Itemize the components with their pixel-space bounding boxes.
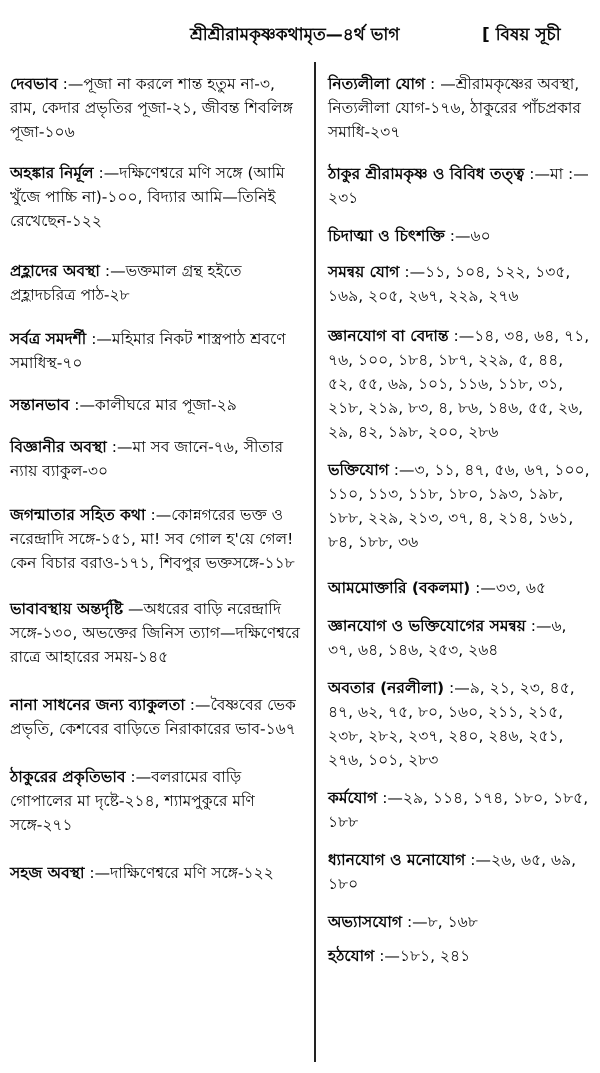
entry-refs: —অধরের বাড়ি নরেন্দ্রাদি সঙ্গে-১৩০, অভক্তের জিনিস ত্যাগ—দক্ষিণেশ্বরে রাত্রে আহারের সময়-১৪৫ bbox=[10, 600, 300, 666]
entry-refs: :—পূজা না করলে শান্ত হতুম না-৩, রাম, কেদার প্রভৃতির পূজা-২১, জীবন্ত শিবলিঙ্গ পূজা-১০৬ bbox=[10, 75, 293, 141]
entry-heading: ঠাকুর শ্রীরামকৃষ্ণ ও বিবিধ তত্ত্ব bbox=[328, 165, 525, 183]
index-entry bbox=[10, 765, 304, 837]
entry-refs: :—৬, ৩৭, ৬৪, ১৪৬, ২৫৩, ২৬৪ bbox=[328, 617, 567, 659]
section-label: [ বিষয় সূচী bbox=[482, 25, 561, 45]
column-divider bbox=[314, 62, 316, 1062]
index-entry bbox=[10, 503, 304, 575]
index-entry bbox=[328, 910, 590, 934]
entry-refs: :—কোন্নগরের ভক্ত ও নরেন্দ্রাদি সঙ্গে-১৫১, মা! সব গোল হ'য়ে গেল! কেন বিচার বরাও-১৭১, শিবপুর ভক্তসঙ্গে-১১৮ bbox=[10, 506, 295, 572]
entry-heading: ঠাকুরের প্রকৃতিভাব bbox=[10, 768, 126, 786]
entry-heading: ভক্তিযোগ bbox=[328, 461, 389, 479]
index-entry bbox=[328, 72, 590, 144]
entry-heading: কর্মযোগ bbox=[328, 789, 378, 807]
index-entry bbox=[10, 72, 304, 144]
index-entry bbox=[10, 435, 304, 483]
book-title: শ্রীশ্রীরামকৃষ্ণকথামৃত—৪র্থ ভাগ bbox=[190, 25, 400, 45]
entry-heading: সর্বত্র সমদর্শী bbox=[10, 330, 87, 348]
entry-refs: :—দক্ষিণেশ্বরে মণি সঙ্গে (আমি খুঁজে পাচ্চি না)-১০০, বিদ্যার আমি—তিনিই রেখেছেন-১২২ bbox=[10, 164, 285, 230]
index-entry bbox=[10, 161, 304, 233]
entry-refs: : —শ্রীরামকৃষ্ণের অবস্থা, নিত্যলীলা যোগ-১৭৬, ঠাকুরের পাঁচপ্রকার সমাধি-২৩৭ bbox=[328, 75, 581, 141]
entry-refs: :—৬০ bbox=[449, 227, 491, 245]
entry-heading: অবতার (নরলীলা) bbox=[328, 679, 445, 697]
index-entry bbox=[10, 693, 304, 741]
entry-heading: আমমোক্তারি (বকলমা) bbox=[328, 579, 471, 597]
entry-heading: জগন্মাতার সহিত কথা bbox=[10, 506, 146, 524]
entry-heading: দেবভাব bbox=[10, 75, 58, 93]
entry-refs: :—ভক্তমাল গ্রন্থ হইতে প্রহ্লাদচরিত্র পাঠ-২৮ bbox=[10, 262, 242, 304]
index-entry bbox=[328, 324, 590, 444]
index-entry bbox=[328, 162, 590, 210]
index-entry bbox=[328, 458, 590, 554]
index-entry bbox=[328, 676, 590, 772]
index-entry bbox=[10, 861, 304, 885]
entry-heading: জ্ঞানযোগ ও ভক্তিযোগের সমন্বয় bbox=[328, 617, 526, 635]
entry-refs: :—২৬, ৬৫, ৬৯, ১৮০ bbox=[328, 851, 577, 893]
index-entry bbox=[10, 327, 304, 375]
entry-heading: জ্ঞানযোগ বা বেদান্ত bbox=[328, 327, 449, 345]
index-entry bbox=[328, 848, 590, 896]
entry-refs: :—বলরামের বাড়ি গোপালের মা দৃষ্টে-২১৪, শ্যামপুকুরে মণি সঙ্গে-২৭১ bbox=[10, 768, 255, 834]
entry-heading: সমন্বয় যোগ bbox=[328, 263, 400, 281]
index-entry bbox=[10, 393, 304, 417]
index-entry bbox=[328, 224, 590, 248]
entry-refs: :—৮, ১৬৮ bbox=[406, 913, 478, 931]
entry-heading: অহঙ্কার নির্মূল bbox=[10, 164, 94, 182]
entry-heading: প্রহ্লাদের অবস্থা bbox=[10, 262, 100, 280]
entry-refs: :—৯, ২১, ২৩, ৪৫, ৪৭, ৬২, ৭৫, ৮০, ১৬০, ২১১, ২১৫, ২৩৮, ২৮২, ২৩৭, ২৪০, ২৪৬, ২৫১, ২৭৬, ১০১, ২৮৩ bbox=[328, 679, 575, 769]
entry-heading: ধ্যানযোগ ও মনোযোগ bbox=[328, 851, 466, 869]
entry-refs: :—কালীঘরে মার পূজা-২৯ bbox=[74, 396, 237, 414]
index-column-right bbox=[328, 72, 590, 968]
index-entry bbox=[10, 597, 304, 669]
entry-heading: সন্তানভাব bbox=[10, 396, 70, 414]
index-entry bbox=[328, 786, 590, 834]
index-entry bbox=[328, 260, 590, 308]
entry-refs: :—দাক্ষিণেশ্বরে মণি সঙ্গে-১২২ bbox=[89, 864, 274, 882]
entry-refs: :—১১, ১০৪, ১২২, ১৩৫, ১৬৯, ২০৫, ২৬৭, ২২৯, ২৭৬ bbox=[328, 263, 571, 305]
entry-refs: :—মহিমার নিকট শাস্ত্রপাঠ শ্রবণে সমাধিস্থ-৭০ bbox=[10, 330, 286, 372]
entry-refs: :—মা :—২৩১ bbox=[328, 165, 589, 207]
entry-heading: নিত্যলীলা যোগ bbox=[328, 75, 426, 93]
index-entry bbox=[328, 614, 590, 662]
entry-heading: হঠযোগ bbox=[328, 947, 375, 965]
page-header bbox=[0, 0, 600, 62]
entry-refs: :—১৮১, ২৪১ bbox=[379, 947, 471, 965]
entry-refs: :—৩, ১১, ৪৭, ৫৬, ৬৭, ১০০, ১১০, ১১৩, ১১৮, ১৮০, ১৯৩, ১৯৮, ১৮৮, ২২৯, ২১৩, ৩৭, ৪, ২১৪, ১৬১, ৮৪, ১৮৮, ৩৬ bbox=[328, 461, 590, 551]
entry-heading: বিজ্ঞানীর অবস্থা bbox=[10, 438, 107, 456]
entry-refs: :—৩৩, ৬৫ bbox=[475, 579, 547, 597]
index-entry bbox=[10, 259, 304, 307]
index-entry bbox=[328, 576, 590, 600]
entry-heading: চিদাত্মা ও চিৎশক্তি bbox=[328, 227, 445, 245]
index-column-left bbox=[10, 72, 304, 885]
entry-refs: :—মা সব জানে-৭৬, সীতার ন্যায় ব্যাকুল-৩০ bbox=[10, 438, 284, 480]
entry-heading: অভ্যাসযোগ bbox=[328, 913, 403, 931]
index-entry bbox=[328, 944, 590, 968]
entry-refs: :—বৈষ্ণবের ভেক প্রভৃতি, কেশবের বাড়িতে নিরাকারের ভাব-১৬৭ bbox=[10, 696, 296, 738]
entry-heading: ভাবাবস্থায় অন্তর্দৃষ্টি bbox=[10, 600, 124, 618]
entry-refs: :—১৪, ৩৪, ৬৪, ৭১, ৭৬, ১০০, ১৮৪, ১৮৭, ২২৯, ৫, ৪৪, ৫২, ৫৫, ৬৯, ১০১, ১১৬, ১১৮, ৩১, ২১৮, ২১৯, ৮৩, ৪, ৮৬, ১৪৬, ৫৫, ২৬, ২৯, ৪২, ১৯৮, ২০০, ২৮৬ bbox=[328, 327, 590, 441]
entry-heading: নানা সাধনের জন্য ব্যাকুলতা bbox=[10, 696, 185, 714]
entry-refs: :—২৯, ১১৪, ১৭৪, ১৮০, ১৮৫, ১৮৮ bbox=[328, 789, 589, 831]
entry-heading: সহজ অবস্থা bbox=[10, 864, 85, 882]
